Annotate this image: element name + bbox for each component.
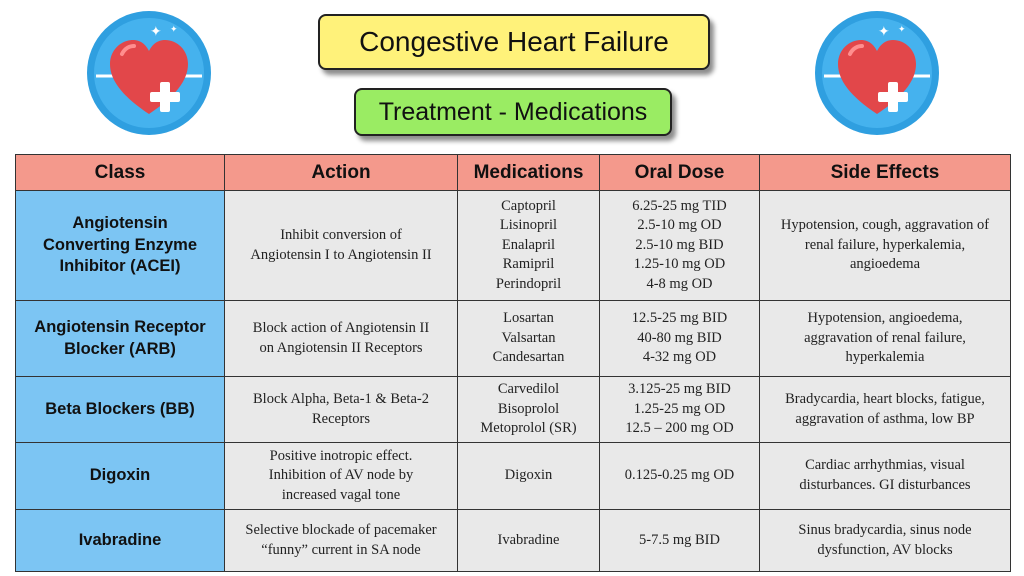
dose-cell <box>600 510 760 572</box>
medication-item: Valsartan <box>501 329 556 346</box>
action-line: Receptors <box>312 410 370 427</box>
header-class: Class <box>16 155 225 191</box>
action-line: “funny” current in SA node <box>261 541 421 558</box>
table-row <box>16 377 1011 443</box>
dose-item: 5-7.5 mg BID <box>639 531 720 548</box>
medication-item: Ramipril <box>502 256 555 273</box>
class-cell <box>16 377 225 443</box>
side-effects-cell <box>760 191 1011 301</box>
dose-item: 2.5-10 mg OD <box>637 217 722 234</box>
side-effects-cell <box>760 443 1011 510</box>
page-title: Congestive Heart Failure <box>318 14 710 70</box>
dose-cell <box>600 301 760 377</box>
heart-medical-cross-icon <box>814 10 940 136</box>
class-line: Beta Blockers (BB) <box>45 399 195 418</box>
class-line: Converting Enzyme <box>42 235 198 254</box>
table-row <box>16 443 1011 510</box>
header-side-effects: Side Effects <box>760 155 1011 191</box>
side-effect-line: aggravation of asthma, low BP <box>795 410 975 427</box>
dose-cell <box>600 443 760 510</box>
page-subtitle: Treatment - Medications <box>354 88 672 136</box>
class-line: Blocker (ARB) <box>64 339 176 358</box>
side-effect-line: disturbances. GI disturbances <box>799 477 971 493</box>
action-line: on Angiotensin II Receptors <box>259 339 423 356</box>
action-line: Block Alpha, Beta-1 & Beta-2 <box>253 390 429 407</box>
heart-medical-logo-right <box>814 10 940 136</box>
action-cell <box>225 443 458 510</box>
medications-cell <box>458 510 600 572</box>
svg-text:✦: ✦ <box>898 25 906 35</box>
medication-item: Ivabradine <box>497 531 560 548</box>
medications-table <box>15 154 1011 572</box>
medication-item: Metoprolol (SR) <box>480 420 577 437</box>
action-line: Positive inotropic effect. <box>269 447 413 464</box>
table-row <box>16 510 1011 572</box>
class-line: Angiotensin <box>72 214 168 233</box>
action-line: Block action of Angiotensin II <box>252 319 430 336</box>
table-row <box>16 191 1011 301</box>
dose-item: 4-8 mg OD <box>646 275 713 292</box>
side-effect-line: Bradycardia, heart blocks, fatigue, <box>785 390 985 407</box>
side-effect-line: Hypotension, cough, aggravation of <box>780 217 990 234</box>
svg-text:✦: ✦ <box>150 24 162 40</box>
svg-text:✦: ✦ <box>878 24 890 40</box>
action-line: Inhibition of AV node by <box>268 467 414 484</box>
dose-item: 1.25-25 mg OD <box>633 400 726 417</box>
side-effect-line: hyperkalemia <box>845 349 925 366</box>
dose-item: 40-80 mg BID <box>637 329 722 346</box>
dose-item: 0.125-0.25 mg OD <box>624 467 735 484</box>
dose-item: 12.5-25 mg BID <box>631 310 728 327</box>
action-cell <box>225 377 458 443</box>
medication-item: Lisinopril <box>499 217 558 234</box>
dose-item: 4-32 mg OD <box>642 349 717 366</box>
side-effect-line: dysfunction, AV blocks <box>817 541 953 558</box>
table-row <box>16 301 1011 377</box>
side-effects-cell <box>760 301 1011 377</box>
action-cell <box>225 301 458 377</box>
action-cell <box>225 510 458 572</box>
side-effects-cell <box>760 510 1011 572</box>
class-cell <box>16 191 225 301</box>
medication-item: Carvedilol <box>497 381 560 398</box>
heart-medical-cross-icon <box>86 10 212 136</box>
side-effects-cell <box>760 377 1011 443</box>
action-cell <box>225 191 458 301</box>
header-action: Action <box>225 155 458 191</box>
medication-item: Digoxin <box>504 467 553 484</box>
table-header-row <box>16 155 1011 191</box>
medication-item: Captopril <box>501 197 556 214</box>
medications-cell <box>458 301 600 377</box>
medication-item: Candesartan <box>492 349 565 366</box>
action-line: increased vagal tone <box>281 486 401 503</box>
dose-item: 3.125-25 mg BID <box>628 381 731 398</box>
medications-cell <box>458 377 600 443</box>
dose-cell <box>600 377 760 443</box>
class-line: Digoxin <box>89 466 151 485</box>
side-effect-line: Hypotension, angioedema, <box>807 310 963 327</box>
dose-item: 2.5-10 mg BID <box>635 236 724 253</box>
medications-cell <box>458 191 600 301</box>
header-medications: Medications <box>458 155 600 191</box>
side-effect-line: aggravation of renal failure, <box>804 329 966 346</box>
action-line: Selective blockade of pacemaker <box>245 521 437 538</box>
side-effect-line: Sinus bradycardia, sinus node <box>798 521 972 538</box>
action-line: Angiotensin I to Angiotensin II <box>250 246 432 263</box>
dose-item: 1.25-10 mg OD <box>633 256 726 273</box>
medication-item: Perindopril <box>495 275 562 292</box>
medication-item: Enalapril <box>501 236 556 253</box>
medications-cell <box>458 443 600 510</box>
class-cell <box>16 301 225 377</box>
medication-item: Losartan <box>503 310 554 327</box>
header-oral-dose: Oral Dose <box>600 155 760 191</box>
side-effect-line: angioedema <box>849 256 921 273</box>
dose-item: 6.25-25 mg TID <box>632 197 727 214</box>
side-effect-line: Cardiac arrhythmias, visual <box>805 457 965 474</box>
class-cell <box>16 443 225 510</box>
action-line: Inhibit conversion of <box>280 226 402 243</box>
svg-text:✦: ✦ <box>170 25 178 35</box>
class-line: Ivabradine <box>78 530 162 549</box>
side-effect-line: renal failure, hyperkalemia, <box>804 236 966 253</box>
class-cell <box>16 510 225 572</box>
class-line: Inhibitor (ACEI) <box>59 257 181 276</box>
dose-item: 12.5 – 200 mg OD <box>625 420 734 437</box>
dose-cell <box>600 191 760 301</box>
medication-item: Bisoprolol <box>497 400 560 417</box>
heart-medical-logo-left <box>86 10 212 136</box>
class-line: Angiotensin Receptor <box>34 318 206 337</box>
